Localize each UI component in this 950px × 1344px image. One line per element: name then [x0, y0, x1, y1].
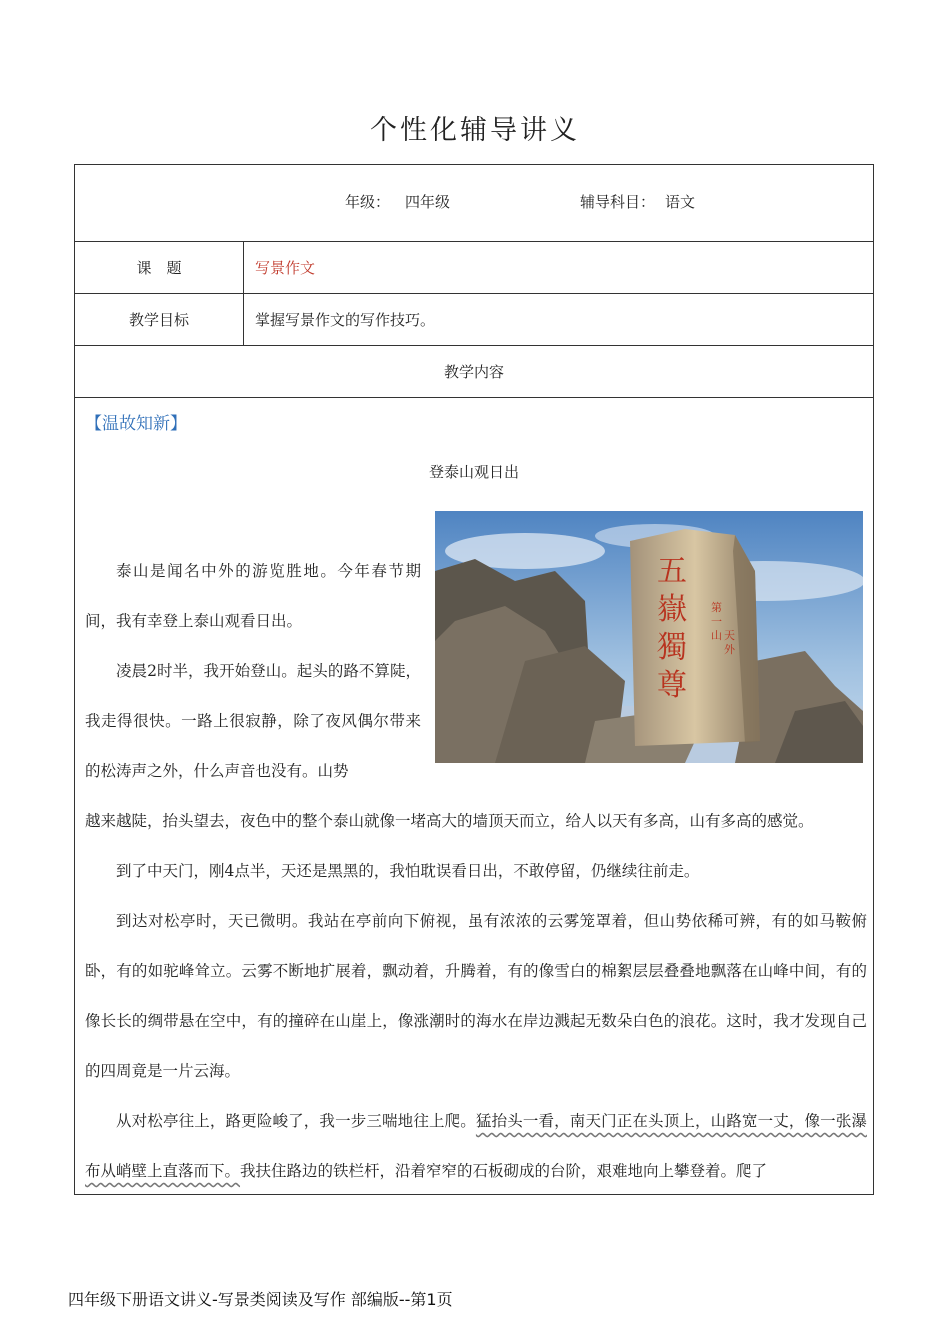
- grade-value: 四年级: [405, 193, 451, 211]
- carving-char-2: 嶽: [657, 592, 687, 627]
- p5-part-a: 从对松亭往上，路更险峻了，我一步三喘地往上爬。: [116, 1112, 476, 1130]
- grade-label: 年级：: [345, 193, 391, 211]
- essay-paragraph-1: 泰山是闻名中外的游览胜地。今年春节期间，我有幸登上泰山观看日出。: [85, 562, 421, 630]
- goal-row: [75, 294, 873, 346]
- goal-value: 掌握写景作文的写作技巧。: [255, 311, 436, 329]
- svg-text:天: 天: [724, 629, 735, 642]
- carving-char-4: 尊: [657, 668, 687, 703]
- essay-paragraph-5: [85, 1096, 867, 1196]
- section-heading: 【温故知新】: [85, 414, 187, 434]
- essay-paragraph-2-a: 凌晨2时半，我开始登山。起头的路不算陡，我走得很快。一路上很寂静，除了夜风偶尔带来的松涛声之外，什么声音也没有。山势: [85, 662, 421, 780]
- essay-paragraph-4: 到达对松亭时，天已微明。我站在亭前向下俯视，虽有浓浓的云雾笼罩着，但山势依稀可辨，有的如马鞍俯卧，有的如驼峰耸立。云雾不断地扩展着，飘动着，升腾着，有的像雪白的棉絮层层叠叠地飘落在山峰中间，有的像长长的绸带悬在空中，有的撞碎在山崖上，像涨潮时的海水在岸边溅起无数朵白色的浪花。这时，我才发现自己的四周竟是一片云海。: [85, 912, 867, 1080]
- svg-text:一: 一: [711, 615, 722, 628]
- topic-label: 课 题: [75, 242, 244, 293]
- svg-text:山: 山: [711, 629, 722, 642]
- svg-text:外: 外: [724, 643, 735, 656]
- page-title: 个性化辅导讲义: [370, 115, 580, 146]
- content-label: 教学内容: [443, 363, 504, 381]
- topic-row: [75, 242, 873, 294]
- header-row: [75, 165, 873, 242]
- essay-title: 登泰山观日出: [428, 463, 519, 481]
- subject-label: 辅导科目：: [580, 193, 656, 211]
- taishan-photo: [435, 511, 863, 763]
- p5-part-c: 我扶住路边的铁栏杆，沿着窄窄的石板砌成的台阶，艰难地向上攀登着。爬了: [240, 1162, 768, 1180]
- topic-value: 写景作文: [255, 259, 316, 277]
- essay-paragraph-3: 到了中天门，刚4点半，天还是黑黑的，我怕耽误看日出，不敢停留，仍继续往前走。: [116, 862, 700, 880]
- subject-value: 语文: [665, 193, 696, 211]
- carving-char-1: 五: [657, 554, 687, 589]
- content-row: [75, 346, 873, 398]
- svg-text:第: 第: [711, 601, 722, 614]
- essay-paragraph-2-b: 越来越陡，抬头望去，夜色中的整个泰山就像一堵高大的墙顶天而立，给人以天有多高，山有多高的感觉。: [85, 812, 814, 830]
- p5-highlight: 猛抬头一看，南天门正在头顶上，山路宽一丈，像一张瀑布从峭壁上直落而下。: [85, 1112, 867, 1180]
- carving-char-3: 獨: [657, 630, 687, 665]
- lesson-table: [74, 164, 874, 1195]
- goal-label: 教学目标: [75, 294, 244, 345]
- page-footer: 四年级下册语文讲义-写景类阅读及写作 部编版--第1页: [68, 1290, 453, 1309]
